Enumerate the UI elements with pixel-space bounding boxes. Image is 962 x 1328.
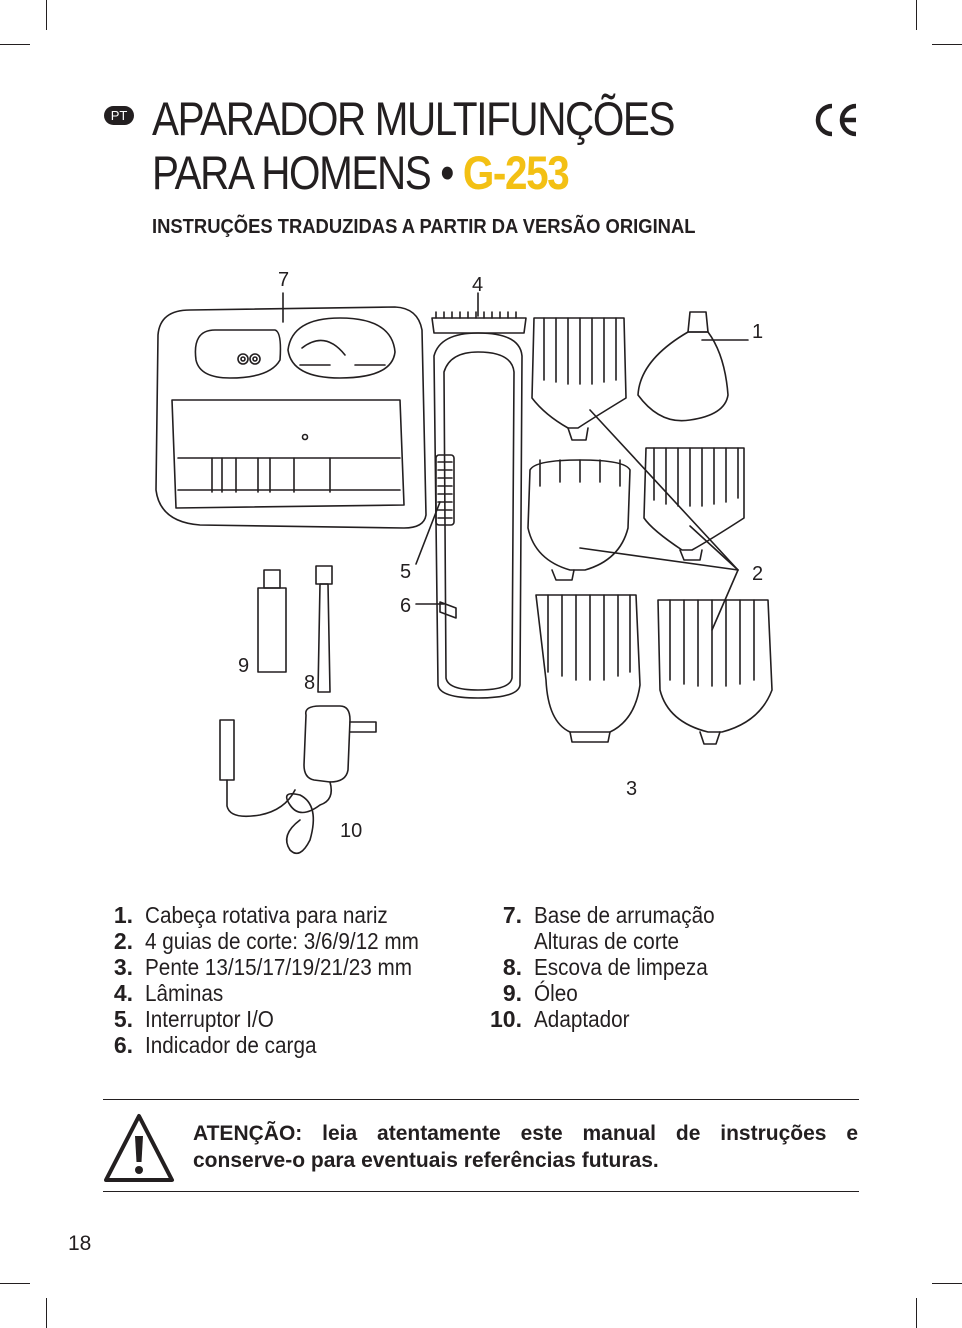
subtitle: INSTRUÇÕES TRADUZIDAS A PARTIR DA VERSÃO ORIGINAL <box>152 216 696 238</box>
list-item: 9. Óleo <box>502 980 578 1006</box>
list-item: 1. Cabeça rotativa para nariz <box>113 902 388 928</box>
list-item: 10. Adaptador <box>490 1006 630 1032</box>
crop-mark <box>46 1298 47 1328</box>
combs-drawing <box>536 595 772 744</box>
title-line-2: PARA HOMENS • <box>152 146 453 199</box>
callout-6: 6 <box>400 595 412 617</box>
nose-head-drawing <box>638 312 728 421</box>
callout-1: 1 <box>752 321 764 343</box>
warning-text: ATENÇÃO: leia atentamente este manual de instruções e conserve-o para eventuais referências futuras. <box>193 1122 858 1172</box>
crop-mark <box>932 1283 962 1284</box>
callout-9: 9 <box>238 655 250 677</box>
page-title <box>152 92 674 200</box>
callout-4: 4 <box>472 274 484 296</box>
parts-list-left <box>93 902 449 1058</box>
list-item: 7. Base de arrumação <box>502 902 715 928</box>
list-item: Alturas de corte <box>534 928 679 954</box>
callout-2: 2 <box>752 563 764 585</box>
divider-bottom <box>103 1191 859 1192</box>
crop-mark <box>932 44 962 45</box>
crop-mark <box>916 0 917 30</box>
list-item: 2. 4 guias de corte: 3/6/9/12 mm <box>113 928 419 954</box>
storage-base-drawing <box>156 307 426 528</box>
language-badge: PT <box>104 106 134 125</box>
callout-7: 7 <box>278 269 290 291</box>
ce-mark-icon <box>810 101 860 139</box>
crop-mark <box>0 44 30 45</box>
list-item: 5. Interruptor I/O <box>113 1006 274 1032</box>
crop-mark <box>46 0 47 30</box>
title-line-1: APARADOR MULTIFUNÇÕES <box>152 92 675 145</box>
crop-mark <box>0 1283 30 1284</box>
product-illustration <box>0 260 962 880</box>
callout-5: 5 <box>400 561 412 583</box>
parts-list-right <box>482 902 735 1032</box>
callout-3: 3 <box>626 778 638 800</box>
crop-mark <box>916 1298 917 1328</box>
list-item: 3. Pente 13/15/17/19/21/23 mm <box>113 954 412 980</box>
page-number: 18 <box>68 1232 92 1255</box>
divider-top <box>103 1099 859 1100</box>
brush-oil-drawing <box>258 566 332 692</box>
trimmer-drawing <box>432 312 526 698</box>
list-item: 6. Indicador de carga <box>113 1032 317 1058</box>
warning-triangle-icon <box>103 1112 175 1184</box>
list-item: 8. Escova de limpeza <box>502 954 708 980</box>
list-item: 4. Lâminas <box>113 980 224 1006</box>
callout-8: 8 <box>304 672 316 694</box>
model-number: G-253 <box>462 146 569 199</box>
callout-10: 10 <box>340 820 363 842</box>
